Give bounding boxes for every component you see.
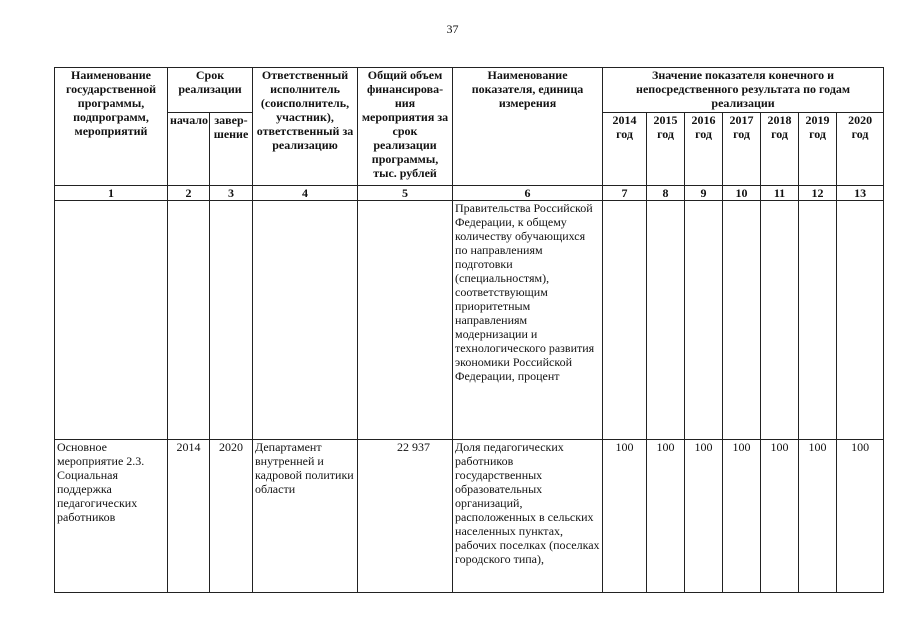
cell-value: 100	[603, 440, 647, 593]
table-row	[55, 201, 884, 440]
header-term: Срок реализации	[168, 68, 253, 113]
column-number: 3	[210, 186, 253, 201]
cell-end	[210, 201, 253, 440]
cell-funding	[358, 201, 453, 440]
header-year-2019: 2019 год	[799, 113, 837, 186]
header-term-start: начало	[168, 113, 210, 186]
program-table	[54, 67, 884, 593]
header-funding: Общий объем финансирова-ния мероприятия за срок реализации программы, тыс. рублей	[358, 68, 453, 186]
header-year-2020: 2020 год	[837, 113, 884, 186]
header-year-2018: 2018 год	[761, 113, 799, 186]
header-row-1	[55, 68, 884, 113]
header-year-2015: 2015 год	[647, 113, 685, 186]
header-year-2014: 2014 год	[603, 113, 647, 186]
cell-program-name	[55, 201, 168, 440]
table-row	[55, 440, 884, 593]
column-number: 7	[603, 186, 647, 201]
column-number: 5	[358, 186, 453, 201]
cell-value	[647, 201, 685, 440]
column-number: 2	[168, 186, 210, 201]
column-number: 8	[647, 186, 685, 201]
cell-value: 100	[799, 440, 837, 593]
cell-value	[603, 201, 647, 440]
header-year-2016: 2016 год	[685, 113, 723, 186]
header-executor: Ответственный исполнитель (соисполнитель, участник), ответственный за реализацию	[253, 68, 358, 186]
header-indicator: Наименование показателя, единица измерения	[453, 68, 603, 186]
cell-start	[168, 201, 210, 440]
column-number-row	[55, 186, 884, 201]
column-number: 11	[761, 186, 799, 201]
column-number: 4	[253, 186, 358, 201]
cell-value: 100	[837, 440, 884, 593]
cell-value: 100	[685, 440, 723, 593]
cell-end: 2020	[210, 440, 253, 593]
cell-indicator: Доля педагогических работников государственных образовательных организаций, расположенных в сельских населенных пунктах, рабочих поселках (поселках городского типа),	[453, 440, 603, 593]
cell-program-name: Основное мероприятие 2.3. Социальная поддержка педагогических работников	[55, 440, 168, 593]
cell-start: 2014	[168, 440, 210, 593]
cell-value: 100	[761, 440, 799, 593]
cell-executor	[253, 201, 358, 440]
cell-value: 100	[723, 440, 761, 593]
cell-value	[761, 201, 799, 440]
column-number: 12	[799, 186, 837, 201]
header-term-end: завер-шение	[210, 113, 253, 186]
header-program-name: Наименование государственной программы, подпрограмм, мероприятий	[55, 68, 168, 186]
column-number: 1	[55, 186, 168, 201]
column-number: 10	[723, 186, 761, 201]
header-values: Значение показателя конечного и непосредственного результата по годам реализации	[603, 68, 884, 113]
cell-value	[799, 201, 837, 440]
column-number: 9	[685, 186, 723, 201]
cell-value	[685, 201, 723, 440]
cell-value	[723, 201, 761, 440]
cell-indicator: Правительства Российской Федерации, к общему количеству обучающихся по направлениям подготовки (специальностям), соответствующим приоритетным направлениям модернизации и технологического развития экономики Российской Федерации, процент	[453, 201, 603, 440]
header-year-2017: 2017 год	[723, 113, 761, 186]
column-number: 6	[453, 186, 603, 201]
cell-executor: Департамент внутренней и кадровой политики области	[253, 440, 358, 593]
page-number: 37	[446, 22, 459, 36]
cell-value	[837, 201, 884, 440]
cell-funding: 22 937	[358, 440, 453, 593]
cell-value: 100	[647, 440, 685, 593]
column-number: 13	[837, 186, 884, 201]
